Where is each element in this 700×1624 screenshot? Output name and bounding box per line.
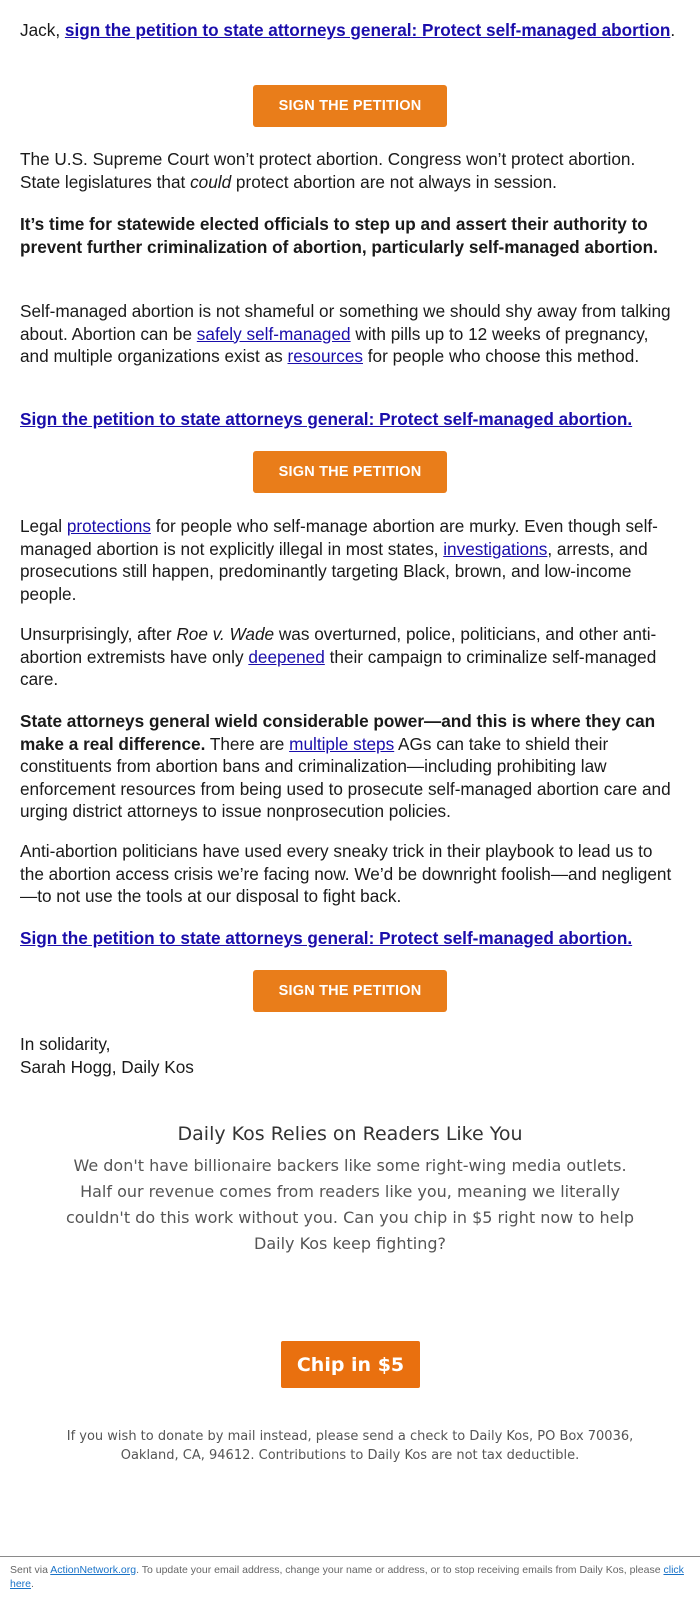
signoff	[20, 1033, 680, 1078]
para3-text-a: Self-managed abortion is not shameful or something we should shy away from talking about. Abortion can be	[20, 301, 671, 344]
para4-text-a: Legal	[20, 516, 67, 536]
para1-text-a: The U.S. Supreme Court won’t protect abortion. Congress won’t protect abortion. State legislatures that	[20, 149, 636, 192]
para1-text-b: protect abortion are not always in session.	[231, 171, 557, 192]
para5-text-b: was overturned, police, politicians, and other anti-abortion extremists have only	[20, 624, 657, 667]
para3-text-c: for people who choose this method.	[362, 346, 640, 366]
petition-link-paragraph-1	[20, 408, 680, 431]
signoff-line-1: In solidarity,	[20, 1034, 111, 1054]
signoff-line-2: Sarah Hogg, Daily Kos	[20, 1056, 194, 1077]
intro-end: .	[670, 20, 676, 40]
para3-text-b: with pills up to 12 weeks of pregnancy, and multiple organizations exist as	[20, 323, 649, 366]
footer-text-b: . To update your email address, change your name or address, or to stop receiving emails from Daily Kos, please	[136, 1564, 664, 1576]
footer	[10, 1563, 690, 1591]
footer-divider	[0, 1556, 700, 1557]
paragraph-attorneys-general	[20, 710, 680, 823]
paragraph-call-to-officials: It’s time for statewide elected officials to step up and assert their authority to prevent further criminalization of abortion, particularly self-managed abortion.	[20, 214, 658, 257]
paragraph-supreme-court	[20, 148, 680, 193]
greeting: Jack,	[20, 20, 65, 40]
para4-text-b: for people who self-manage abortion are murky. Even though self-managed abortion is not explicitly illegal in most states,	[20, 516, 658, 559]
chip-in-button[interactable]: Chip in $5	[281, 1341, 420, 1388]
resources-link[interactable]: resources	[287, 346, 363, 366]
para1-emphasis: could	[190, 171, 232, 192]
para6-text-a: There are	[205, 733, 290, 754]
unsubscribe-link[interactable]: click here	[10, 1564, 684, 1590]
petition-link-1[interactable]: Sign the petition to state attorneys general: Protect self-managed abortion.	[20, 409, 633, 429]
para6-text-b: AGs can take to shield their constituents from abortion bans and criminalization—including prohibiting law enforcement resources from being used to prosecute self-managed abortion care and urging district attorneys to issue nonprosecution policies.	[20, 733, 671, 821]
sign-petition-button-2[interactable]: SIGN THE PETITION	[253, 451, 447, 493]
petition-link-paragraph-2	[20, 927, 680, 950]
appeal-title: Daily Kos Relies on Readers Like You	[177, 1123, 523, 1145]
para4-text-c: , arrests, and prosecutions still happen, predominantly targeting Black, brown, and low-income people.	[20, 538, 648, 604]
intro-paragraph	[20, 19, 680, 42]
protections-link[interactable]: protections	[66, 516, 151, 536]
actionnetwork-link[interactable]: ActionNetwork.org	[50, 1564, 137, 1576]
multiple-steps-link[interactable]: multiple steps	[289, 733, 395, 754]
footer-text-c: .	[31, 1578, 34, 1590]
para5-text-a: Unsurprisingly, after	[20, 624, 177, 644]
deepened-link[interactable]: deepened	[248, 646, 325, 667]
paragraph-legal-protections	[20, 515, 680, 605]
footer-text-a: Sent via	[10, 1564, 51, 1576]
paragraph-self-managed	[20, 300, 680, 368]
sign-petition-button-3[interactable]: SIGN THE PETITION	[253, 970, 447, 1012]
safely-self-managed-link[interactable]: safely self-managed	[196, 323, 351, 344]
sign-petition-button-1[interactable]: SIGN THE PETITION	[253, 85, 447, 127]
para5-text-c: their campaign to criminalize self-managed care.	[20, 646, 657, 689]
para6-strong: State attorneys general wield considerable power—and this is where they can make a real difference.	[20, 711, 656, 754]
petition-link-2[interactable]: Sign the petition to state attorneys general: Protect self-managed abortion.	[20, 928, 633, 948]
para5-emphasis: Roe v. Wade	[176, 624, 275, 644]
mail-donation-note	[0, 1427, 700, 1465]
intro-petition-link[interactable]: sign the petition to state attorneys general: Protect self-managed abortion	[64, 20, 671, 40]
donation-appeal	[0, 1121, 700, 1257]
paragraph-roe-v-wade	[20, 623, 680, 691]
paragraph-anti-abortion-politicians: Anti-abortion politicians have used every sneaky trick in their playbook to lead us to the abortion access crisis we’re facing now. We’d be downright foolish—and negligent—to not use the tools at our disposal to fight back.	[20, 841, 672, 906]
appeal-body: We don't have billionaire backers like some right-wing media outlets. Half our revenue comes from readers like you, meaning we literally couldn't do this work without you. Can you chip in $5 right now to help Daily Kos keep fighting?	[65, 1156, 635, 1253]
mail-donation-text: If you wish to donate by mail instead, please send a check to Daily Kos, PO Box 70036, Oakland, CA, 94612. Contributions to Daily Kos are not tax deductible.	[66, 1429, 634, 1463]
investigations-link[interactable]: investigations	[443, 538, 548, 559]
